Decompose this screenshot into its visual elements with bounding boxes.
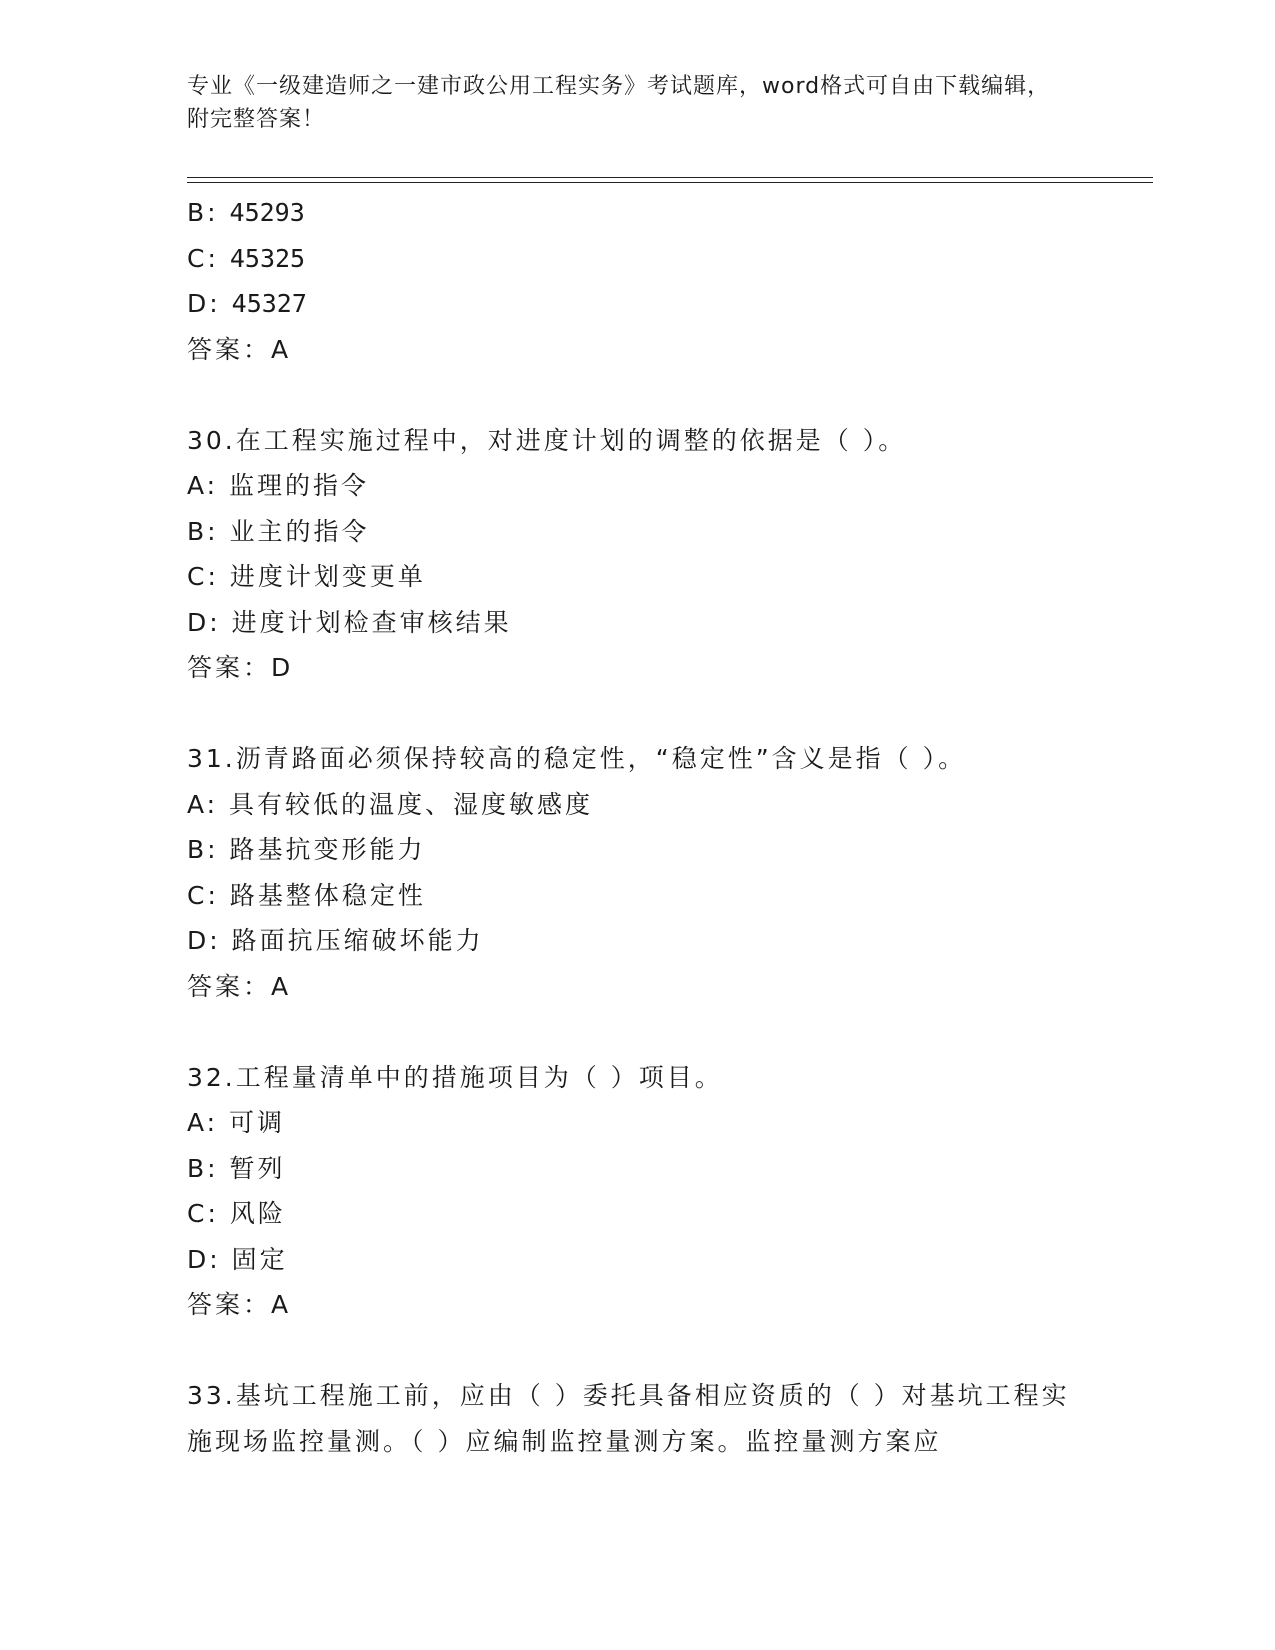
option-c: C: 45325: [187, 243, 306, 273]
option-b: B: 暂列: [187, 1153, 286, 1183]
document-header: 专业《一级建造师之一建市政公用工程实务》考试题库，word格式可自由下载编辑，附完整答案！: [187, 74, 1051, 132]
question-stem: 31.沥青路面必须保持较高的稳定性，“稳定性”含义是指（ ）。: [187, 744, 967, 773]
option-c: C: 路基整体稳定性: [187, 880, 426, 910]
option-d: D: 路面抗压缩破坏能力: [187, 926, 484, 955]
answer: 答案：A: [187, 971, 292, 1001]
option-c: C: 进度计划变更单: [187, 562, 426, 591]
answer: 答案：D: [187, 653, 294, 682]
question-list: [187, 190, 1087, 1464]
question-stem: 32.工程量清单中的措施项目为（ ）项目。: [187, 1062, 723, 1092]
option-b: B: 业主的指令: [187, 516, 370, 546]
option-d: D: 固定: [187, 1244, 288, 1274]
question-stem: 30.在工程实施过程中，对进度计划的调整的依据是（ ）。: [187, 425, 907, 455]
header-rule-top: [187, 177, 1153, 178]
option-b: B: 45293: [187, 198, 305, 227]
option-a: A: 监理的指令: [187, 471, 370, 500]
option-b: B: 路基抗变形能力: [187, 835, 426, 864]
option-d: D: 进度计划检查审核结果: [187, 607, 512, 637]
option-c: C: 风险: [187, 1199, 286, 1228]
answer: 答案：A: [187, 1290, 292, 1319]
header-rule-bottom: [187, 182, 1153, 183]
option-d: D: 45327: [187, 289, 307, 318]
answer: 答案：A: [187, 334, 292, 364]
question-stem: 33.基坑工程施工前，应由（ ）委托具备相应资质的（ ）对基坑工程实施现场监控量测。（ ）应编制监控量测方案。监控量测方案应: [187, 1381, 1070, 1456]
option-a: A: 可调: [187, 1108, 286, 1137]
option-a: A: 具有较低的温度、湿度敏感度: [187, 789, 594, 819]
